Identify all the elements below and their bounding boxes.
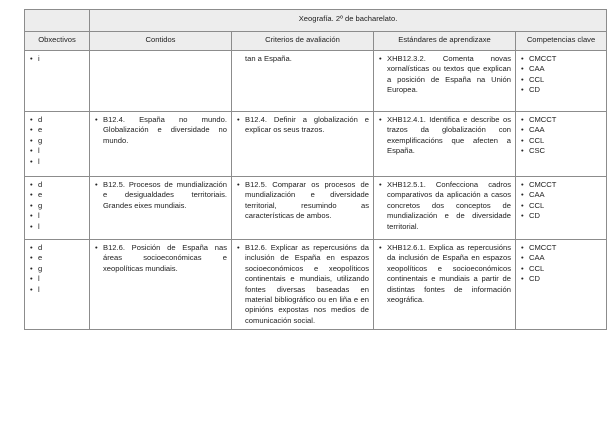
content-cell	[90, 177, 232, 240]
header-competences: Competencias clave	[516, 32, 607, 51]
criterion-text: tan a España.	[245, 54, 292, 63]
header-criteria: Criterios de avaliación	[232, 32, 374, 51]
objective-item: • l	[29, 285, 85, 295]
criterion-cell	[232, 177, 374, 240]
objectives-cell	[25, 177, 90, 240]
objective-item: • e	[29, 190, 85, 200]
competence-item: • CMCCT	[520, 54, 602, 64]
standard-cell	[374, 51, 516, 112]
criterion-text: • B12.5. Comparar os procesos de mundialización e diversidade territorial, resumindo as características de ambos.	[236, 180, 369, 222]
table-row	[25, 51, 607, 112]
objective-item: • l	[29, 222, 85, 232]
standard-text: • XHB12.6.1. Explica as repercusións da inclusión de España en espazos xeopolíticos e socioeconómicos continentais e mundiais a partir de distintas fontes de información xeográfica.	[378, 243, 511, 305]
competence-item: • CCL	[520, 136, 602, 146]
competence-item: • CD	[520, 85, 602, 95]
curriculum-table	[24, 9, 607, 330]
objectives-cell	[25, 51, 90, 112]
title-row	[25, 10, 607, 32]
standard-text: • XHB12.3.2. Comenta novas xornalísticas ou textos que explican a posición de España na Unión Europea.	[378, 54, 511, 96]
competences-cell	[516, 112, 607, 177]
table-row	[25, 240, 607, 330]
criterion-text: • B12.6. Explicar as repercusións da inclusión de España en espazos socioeconómicos e xeopolíticos continentais e mundiais, utilizando fontes diversas baseadas en material bibliográfico ou en liña e en opinións expostas nos medios de comunicación social.	[236, 243, 369, 326]
content-cell	[90, 240, 232, 330]
objective-item: • l	[29, 274, 85, 284]
table-row	[25, 177, 607, 240]
competence-item: • CMCCT	[520, 180, 602, 190]
standard-text: • XHB12.5.1. Confecciona cadros comparativos da aplicación a casos concretos dos conceptos de mundialización e de diversidade territorial.	[378, 180, 511, 232]
objective-item: • e	[29, 253, 85, 263]
standard-cell	[374, 177, 516, 240]
competences-cell	[516, 51, 607, 112]
objective-item: • l	[29, 211, 85, 221]
criterion-cell	[232, 112, 374, 177]
objective-item: • l	[29, 157, 85, 167]
header-standards: Estándares de aprendizaxe	[374, 32, 516, 51]
objective-item: • d	[29, 115, 85, 125]
corner-cell	[25, 10, 90, 32]
content-cell	[90, 51, 232, 112]
competence-item: • CD	[520, 274, 602, 284]
competence-item: • CD	[520, 211, 602, 221]
header-contents: Contidos	[90, 32, 232, 51]
criterion-text: • B12.4. Definir a globalización e explicar os seus trazos.	[236, 115, 369, 136]
header-row	[25, 32, 607, 51]
objective-item: • d	[29, 180, 85, 190]
objective-item: • i	[29, 54, 85, 64]
competences-cell	[516, 177, 607, 240]
objectives-cell	[25, 240, 90, 330]
standard-cell	[374, 240, 516, 330]
competence-item: • CCL	[520, 264, 602, 274]
objective-item: • g	[29, 201, 85, 211]
objective-item: • e	[29, 125, 85, 135]
criterion-cell	[232, 240, 374, 330]
competence-item: • CCL	[520, 75, 602, 85]
objective-item: • g	[29, 136, 85, 146]
table-title: Xeografía. 2º de bacharelato.	[90, 10, 607, 32]
content-text: • B12.5. Procesos de mundialización e desigualdades territoriais. Grandes eixes mundiais.	[94, 180, 227, 211]
competence-item: • CAA	[520, 253, 602, 263]
competence-item: • CCL	[520, 201, 602, 211]
standard-cell	[374, 112, 516, 177]
competence-item: • CAA	[520, 125, 602, 135]
competence-item: • CAA	[520, 64, 602, 74]
competence-item: • CSC	[520, 146, 602, 156]
objectives-cell	[25, 112, 90, 177]
standard-text: • XHB12.4.1. Identifica e describe os trazos da globalización con exemplificacións que afecten a España.	[378, 115, 511, 157]
table-row	[25, 112, 607, 177]
content-text: • B12.4. España no mundo. Globalización e diversidade no mundo.	[94, 115, 227, 146]
content-text: • B12.6. Posición de España nas áreas socioeconómicas e xeopolíticas mundiais.	[94, 243, 227, 274]
competences-cell	[516, 240, 607, 330]
objective-item: • d	[29, 243, 85, 253]
header-objectives: Obxectivos	[25, 32, 90, 51]
criterion-cell	[232, 51, 374, 112]
objective-item: • l	[29, 146, 85, 156]
objective-item: • g	[29, 264, 85, 274]
competence-item: • CAA	[520, 190, 602, 200]
content-cell	[90, 112, 232, 177]
competence-item: • CMCCT	[520, 243, 602, 253]
competence-item: • CMCCT	[520, 115, 602, 125]
